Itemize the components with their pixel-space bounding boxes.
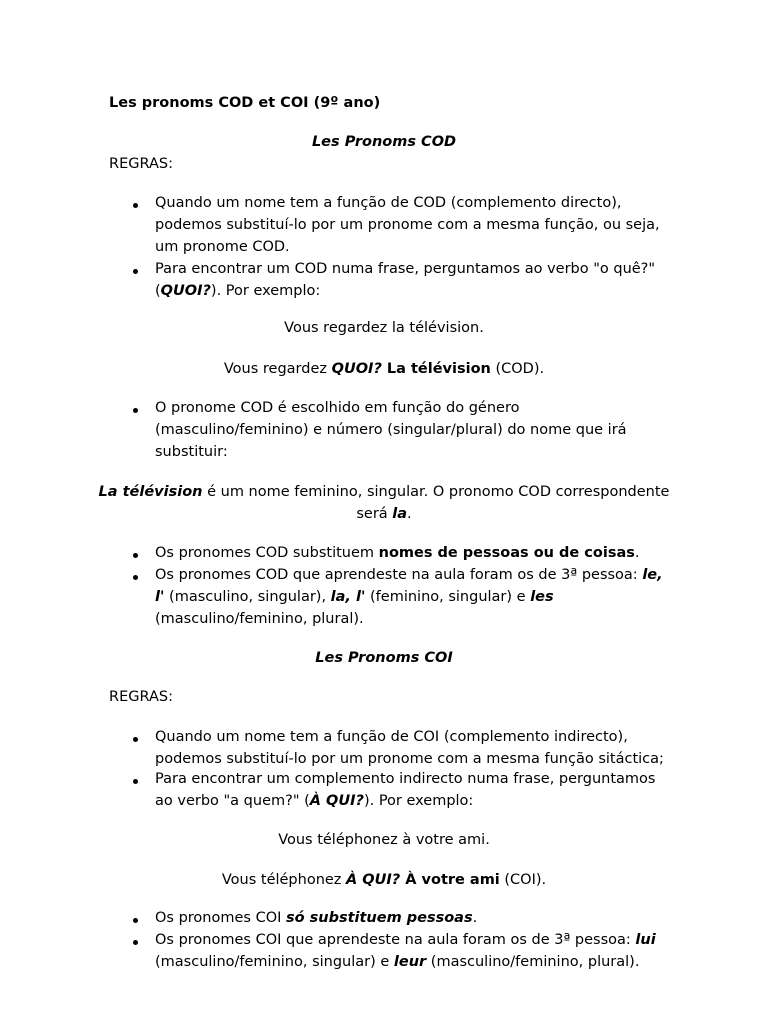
cod-example-sentence: Vous regardez la télévision. <box>284 320 484 336</box>
coi-bullet1-line2: podemos substituí-lo por um pronome com a mesma função sitáctica; <box>155 751 664 767</box>
bullet-icon <box>133 553 138 558</box>
cod-bullet2-line2: (QUOI?). Por exemplo: <box>155 283 321 299</box>
bullet-icon <box>133 737 138 742</box>
bullet-icon <box>133 203 138 208</box>
cod-regras-label: REGRAS: <box>109 156 173 172</box>
cod-bullet5-line3: (masculino/feminino, plural). <box>155 611 364 627</box>
bullet-icon <box>133 575 138 580</box>
cod-bullet3-line2: (masculino/feminino) e número (singular/plural) do nome que irá <box>155 422 627 438</box>
coi-bullet2-line2: ao verbo "a quem?" (À QUI?). Por exemplo: <box>155 793 474 809</box>
coi-regras-label: REGRAS: <box>109 689 173 705</box>
cod-bullet3-line3: substituir: <box>155 444 228 460</box>
cod-bullet1-line3: um pronome COD. <box>155 239 290 255</box>
bullet-icon <box>133 779 138 784</box>
cod-bullet5-line2: l' (masculino, singular), la, l' (feminino, singular) e les <box>155 589 554 605</box>
coi-heading: Les Pronoms COI <box>315 650 453 666</box>
cod-bullet2-line1: Para encontrar um COD numa frase, perguntamos ao verbo "o quê?" <box>155 261 656 277</box>
cod-note-line2: será la. <box>356 506 412 522</box>
coi-bullet2-line1: Para encontrar um complemento indirecto numa frase, perguntamos <box>155 771 656 787</box>
bullet-icon <box>133 940 138 945</box>
coi-example-question: Vous téléphonez À QUI? À votre ami (COI). <box>221 872 547 888</box>
coi-example-sentence: Vous téléphonez à votre ami. <box>278 832 490 848</box>
cod-note-line1: La télévision é um nome feminino, singular. O pronomo COD correspondente <box>98 484 670 500</box>
cod-bullet3-line1: O pronome COD é escolhido em função do género <box>155 400 520 416</box>
coi-bullet1-line1: Quando um nome tem a função de COI (complemento indirecto), <box>155 729 628 745</box>
document-title: Les pronoms COD et COI (9º ano) <box>109 95 381 111</box>
coi-bullet4-line1: Os pronomes COI que aprendeste na aula foram os de 3ª pessoa: lui <box>155 932 656 948</box>
cod-heading: Les Pronoms COD <box>311 134 457 150</box>
cod-bullet1-line2: podemos substituí-lo por um pronome com a mesma função, ou seja, <box>155 217 660 233</box>
bullet-icon <box>133 408 138 413</box>
bullet-icon <box>133 269 138 274</box>
cod-bullet4: Os pronomes COD substituem nomes de pessoas ou de coisas. <box>155 545 640 561</box>
cod-example-question: Vous regardez QUOI? La télévision (COD). <box>223 361 545 377</box>
bullet-icon <box>133 918 138 923</box>
coi-bullet4-line2: (masculino/feminino, singular) e leur (masculino/feminino, plural). <box>155 954 640 970</box>
cod-bullet1-line1: Quando um nome tem a função de COD (complemento directo), <box>155 195 622 211</box>
cod-bullet5-line1: Os pronomes COD que aprendeste na aula foram os de 3ª pessoa: le, <box>155 567 663 583</box>
coi-bullet3: Os pronomes COI só substituem pessoas. <box>155 910 478 926</box>
